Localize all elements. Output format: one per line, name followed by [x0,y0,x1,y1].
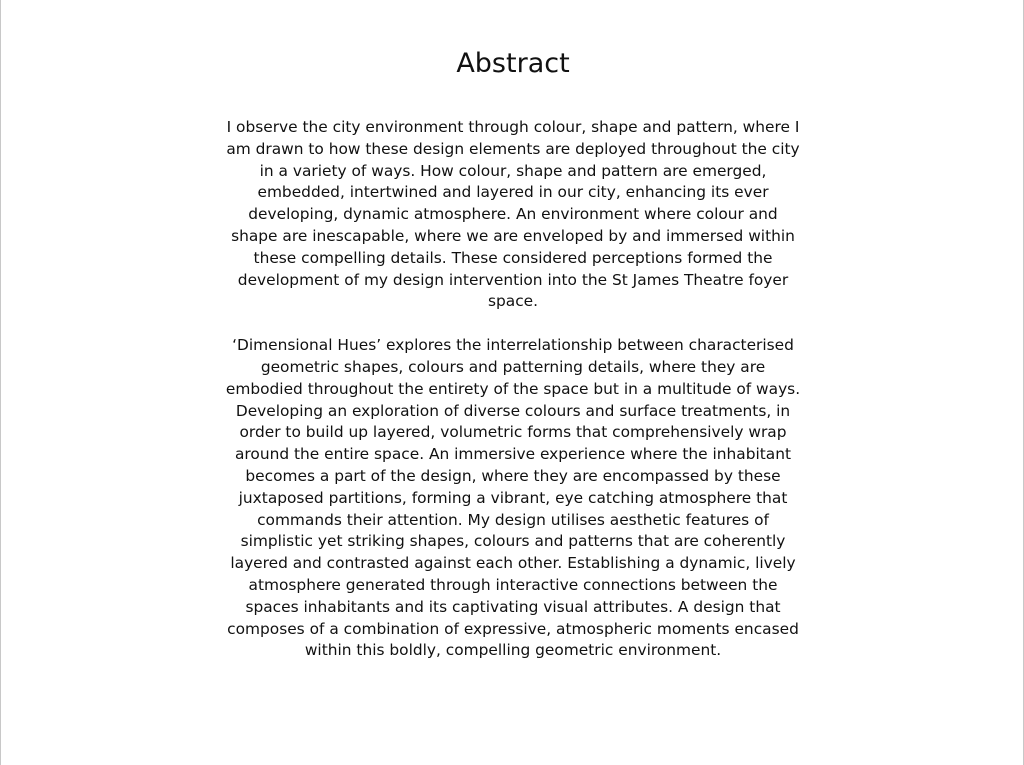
abstract-body [223,117,803,662]
abstract-paragraph-2: ‘Dimensional Hues’ explores the interrelationship between characterised geometric shapes, colours and patterning details, where they are embodied throughout the entirety of the space but in a multitude of ways. Developing an exploration of diverse colours and surface treatments, in order to build up layered, volumetric forms that comprehensively wrap around the entire space. An immersive experience where the inhabitant becomes a part of the design, where they are encompassed by these juxtaposed partitions, forming a vibrant, eye catching atmosphere that commands their attention. My design utilises aesthetic features of simplistic yet striking shapes, colours and patterns that are coherently layered and contrasted against each other. Establishing a dynamic, lively atmosphere generated through interactive connections between the spaces inhabitants and its captivating visual attributes. A design that composes of a combination of expressive, atmospheric moments encased within this boldly, compelling geometric environment. [225,336,801,660]
abstract-paragraph-1: I observe the city environment through colour, shape and pattern, where I am drawn to how these design elements are deployed throughout the city in a variety of ways. How colour, shape and pattern are emerged, embedded, intertwined and layered in our city, enhancing its ever developing, dynamic atmosphere. An environment where colour and shape are inescapable, where we are enveloped by and immersed within these compelling details. These considered perceptions formed the development of my design intervention into the St James Theatre foyer space. [226,118,800,311]
page-title: Abstract [456,48,570,79]
